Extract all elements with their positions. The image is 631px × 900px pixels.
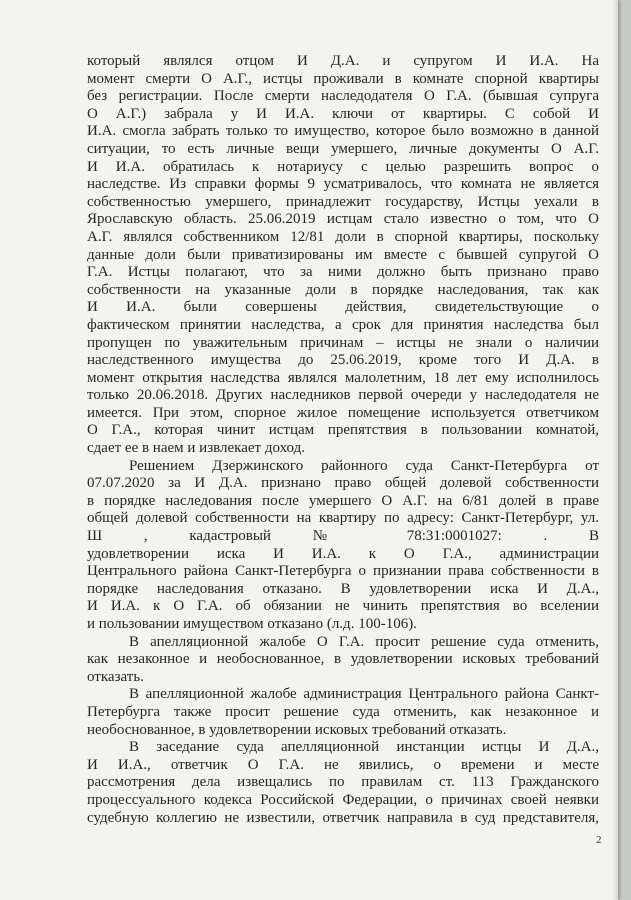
text-line: Ш , кадастровый № 78:31:0001027: . В: [87, 528, 599, 545]
text-line: момент смерти О А.Г., истцы проживали в комнате спорной квартиры: [87, 70, 599, 87]
text-line: в порядке наследования после умершего О А.Г. на 6/81 долей в праве: [87, 492, 599, 509]
text-line: фактическом принятии наследства, а срок для принятия наследства был: [87, 316, 599, 333]
text-line: А.Г. являлся собственником 12/81 доли в спорной квартиры, поскольку: [87, 228, 599, 245]
text-line: Г.А. Истцы полагают, что за ними должно быть признано право: [87, 264, 599, 281]
text-line: В апелляционной жалобе администрация Центрального района Санкт-: [129, 686, 599, 703]
text-line: только 20.06.2018. Других наследников первой очереди у наследодателя не: [87, 387, 599, 404]
text-line: Петербурга также просит решение суда отменить, как незаконное и: [87, 703, 599, 720]
text-line: В заседание суда апелляционной инстанции истцы И Д.А.,: [129, 739, 599, 756]
text-line: В апелляционной жалобе О Г.А. просит решение суда отменить,: [129, 633, 599, 650]
text-line: собственности на указанные доли в порядке наследования, так как: [87, 281, 599, 298]
text-line: и пользовании имуществом отказано (л.д. 100-106).: [87, 616, 417, 632]
text-line: без регистрации. После смерти наследодателя О Г.А. (бывшая супруга: [87, 88, 599, 105]
text-line: процессуального кодекса Российской Федерации, о причинах своей неявки: [87, 791, 599, 808]
text-line: имеется. При этом, спорное жилое помещение используется ответчиком: [87, 404, 599, 421]
text-line: собственностью умершего, принадлежит государству, Истцы уехали в: [87, 193, 599, 210]
text-line: наследственного имущества до 25.06.2019, кроме того И Д.А. в: [87, 352, 599, 369]
text-line: И И.А. были совершены действия, свидетельствующие о: [87, 299, 599, 316]
text-line: необоснованное, в удовлетворении исковых требований отказать.: [87, 721, 507, 738]
text-line: как незаконное и необоснованное, в удовлетворении исковых требований: [87, 651, 599, 668]
text-line: 07.07.2020 за И Д.А. признано право общей долевой собственности: [87, 475, 599, 492]
text-line: момент открытия наследства являлся малолетним, 18 лет ему исполнилось: [87, 369, 599, 386]
page-number: 2: [596, 834, 602, 846]
text-line: И И.А., ответчик О Г.А. не явились, о времени и месте: [87, 756, 599, 773]
text-line: который являлся отцом И Д.А. и супругом И И.А. На: [87, 53, 599, 69]
text-line: удовлетворении иска И И.А. к О Г.А., администрации: [87, 545, 599, 562]
text-line: пропущен по уважительным причинам – истцы не знали о наличии: [87, 334, 599, 351]
text-line: О Г.А., которая чинит истцам препятствия в пользовании комнатой,: [87, 422, 599, 439]
text-line: судебную коллегию не известили, ответчик направила в суд представителя,: [87, 809, 599, 826]
text-line: порядке наследования отказано. В удовлетворении иска И Д.А.,: [87, 580, 599, 597]
text-line: ситуации, то есть личные вещи умершего, личные документы О А.Г.: [87, 140, 599, 157]
text-line: сдает ее в наем и извлекает доход.: [87, 440, 305, 457]
text-line: Решением Дзержинского районного суда Санкт-Петербурга от: [129, 457, 599, 474]
text-line: отказать.: [87, 668, 144, 685]
text-line: общей долевой собственности на квартиру по адресу: Санкт-Петербург, ул.: [87, 510, 599, 527]
text-line: И.А. смогла забрать только то имущество, которое было возможно в данной: [87, 123, 599, 140]
text-line: наследстве. Из справки формы 9 усматривалось, что комната не является: [87, 176, 599, 193]
document-body: [87, 53, 599, 827]
text-line: И И.А. к О Г.А. об обязании не чинить препятствия во вселении: [87, 598, 599, 615]
text-line: рассмотрения дела извещались по правилам ст. 113 Гражданского: [87, 774, 599, 791]
text-line: данные доли были приватизированы им вместе с бывшей супругой О: [87, 246, 599, 263]
text-line: И И.А. обратилась к нотариусу с целью разрешить вопрос о: [87, 158, 599, 175]
text-line: Ярославскую область. 25.06.2019 истцам стало известно о том, что О: [87, 211, 599, 228]
text-line: О А.Г.) забрала у И И.А. ключи от квартиры. С собой И: [87, 105, 599, 122]
text-line: Центрального района Санкт-Петербурга о признании права собственности в: [87, 563, 599, 580]
